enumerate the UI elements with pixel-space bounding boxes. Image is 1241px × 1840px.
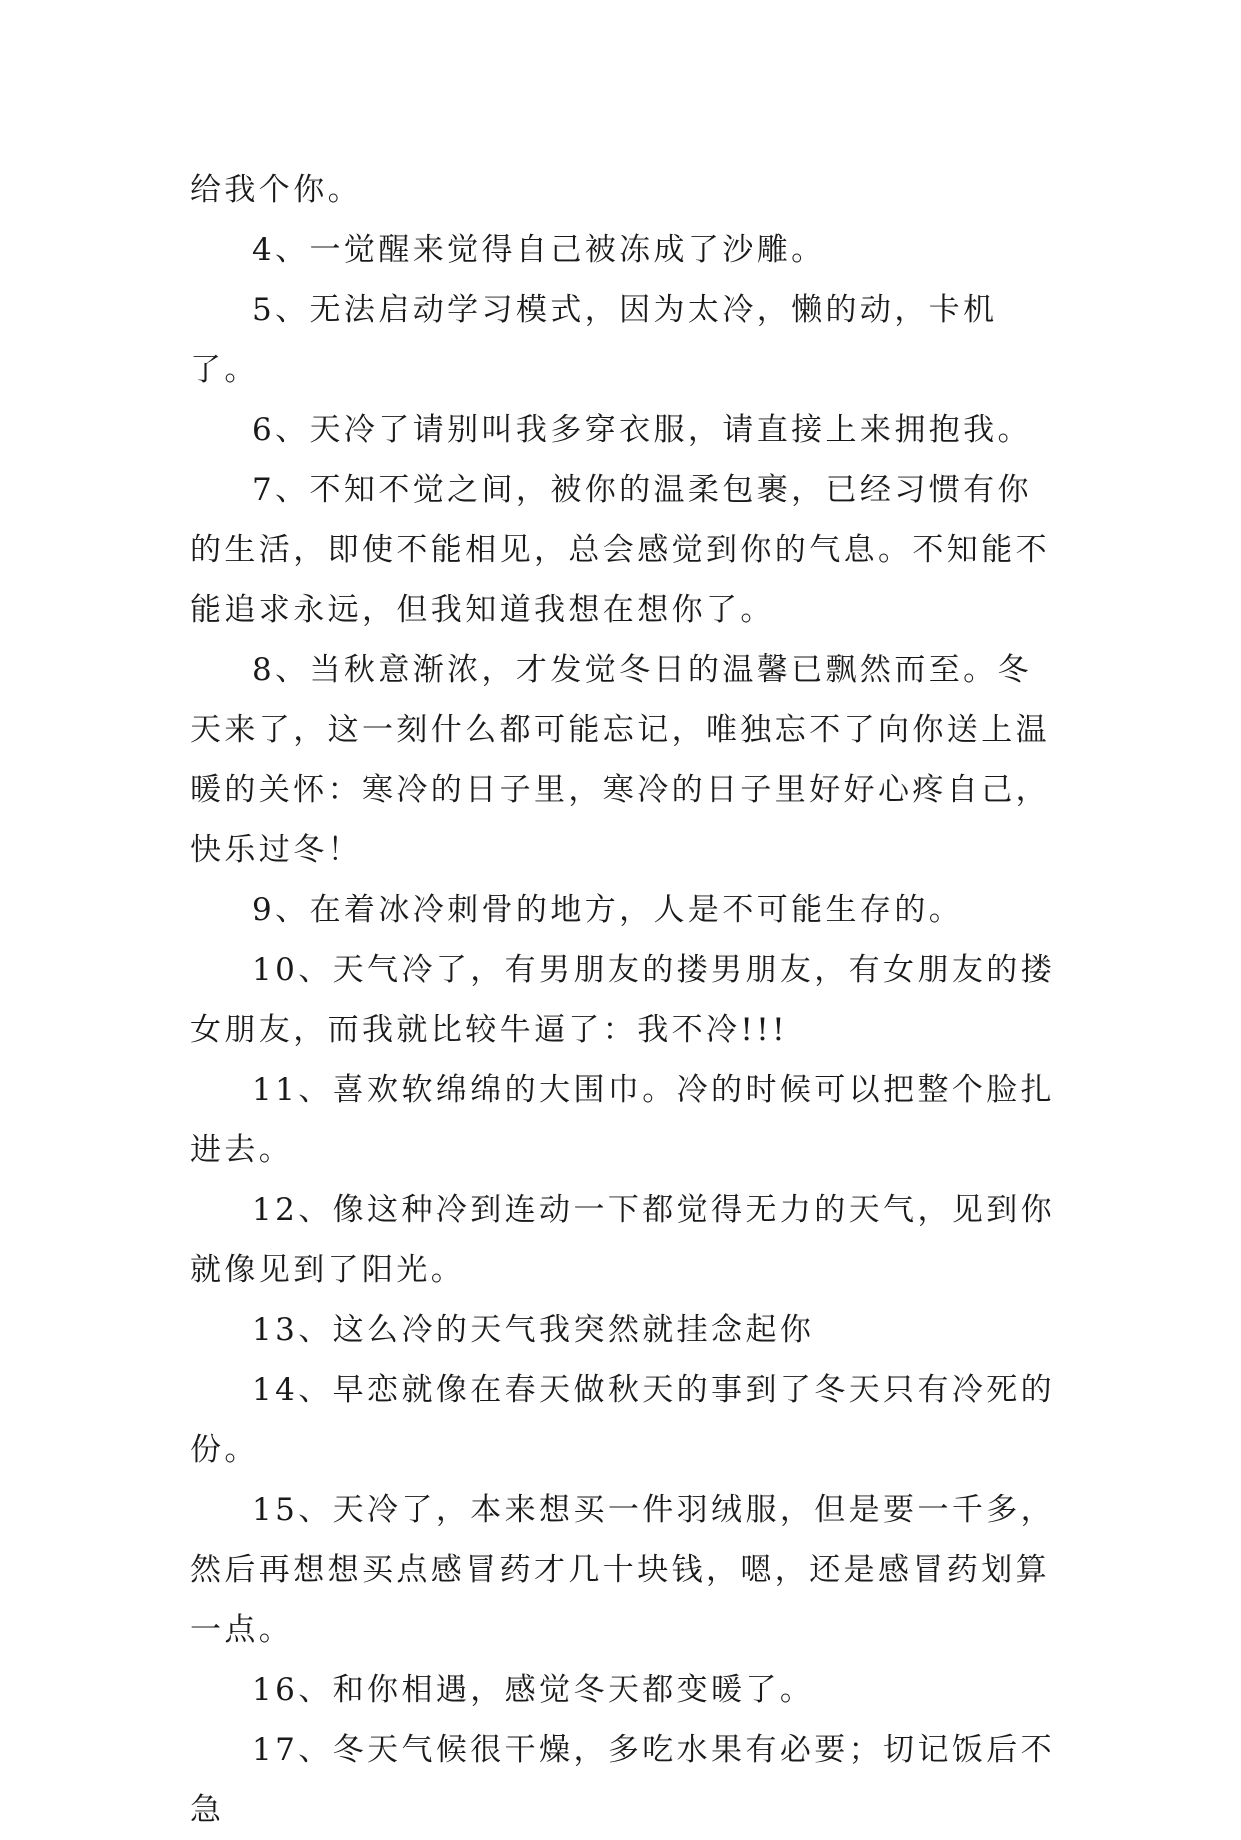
paragraph: 给我个你。 — [190, 172, 362, 208]
paragraph: 5、无法启动学习模式，因为太冷，懒的动，卡机了。 — [190, 292, 998, 388]
paragraph: 15、天冷了，本来想买一件羽绒服，但是要一千多，然后再想想买点感冒药才几十块钱，嗯，还是感冒药划算一点。 — [190, 1492, 1056, 1648]
document-body — [190, 160, 1060, 1840]
paragraph: 8、当秋意渐浓，才发觉冬日的温馨已飘然而至。冬天来了，这一刻什么都可能忘记，唯独忘不了向你送上温暖的关怀：寒冷的日子里，寒冷的日子里好好心疼自己，快乐过冬！ — [190, 652, 1050, 868]
paragraph: 9、在着冰冷刺骨的地方，人是不可能生存的。 — [252, 892, 964, 928]
paragraph: 4、一觉醒来觉得自己被冻成了沙雕。 — [252, 232, 826, 268]
paragraph: 11、喜欢软绵绵的大围巾。冷的时候可以把整个脸扎进去。 — [190, 1072, 1056, 1168]
paragraph: 10、天气冷了，有男朋友的搂男朋友，有女朋友的搂女朋友，而我就比较牛逼了：我不冷!!! — [190, 952, 1056, 1048]
paragraph: 12、像这种冷到连动一下都觉得无力的天气，见到你就像见到了阳光。 — [190, 1192, 1056, 1288]
paragraph: 16、和你相遇，感觉冬天都变暖了。 — [252, 1672, 815, 1708]
paragraph: 14、早恋就像在春天做秋天的事到了冬天只有冷死的份。 — [190, 1372, 1056, 1468]
paragraph: 6、天冷了请别叫我多穿衣服，请直接上来拥抱我。 — [252, 412, 1032, 448]
paragraph: 17、冬天气候很干燥，多吃水果有必要；切记饭后不急 — [190, 1732, 1056, 1828]
paragraph: 13、这么冷的天气我突然就挂念起你 — [252, 1312, 815, 1348]
paragraph: 7、不知不觉之间，被你的温柔包裹，已经习惯有你的生活，即使不能相见，总会感觉到你的气息。不知能不能追求永远，但我知道我想在想你了。 — [190, 472, 1050, 628]
